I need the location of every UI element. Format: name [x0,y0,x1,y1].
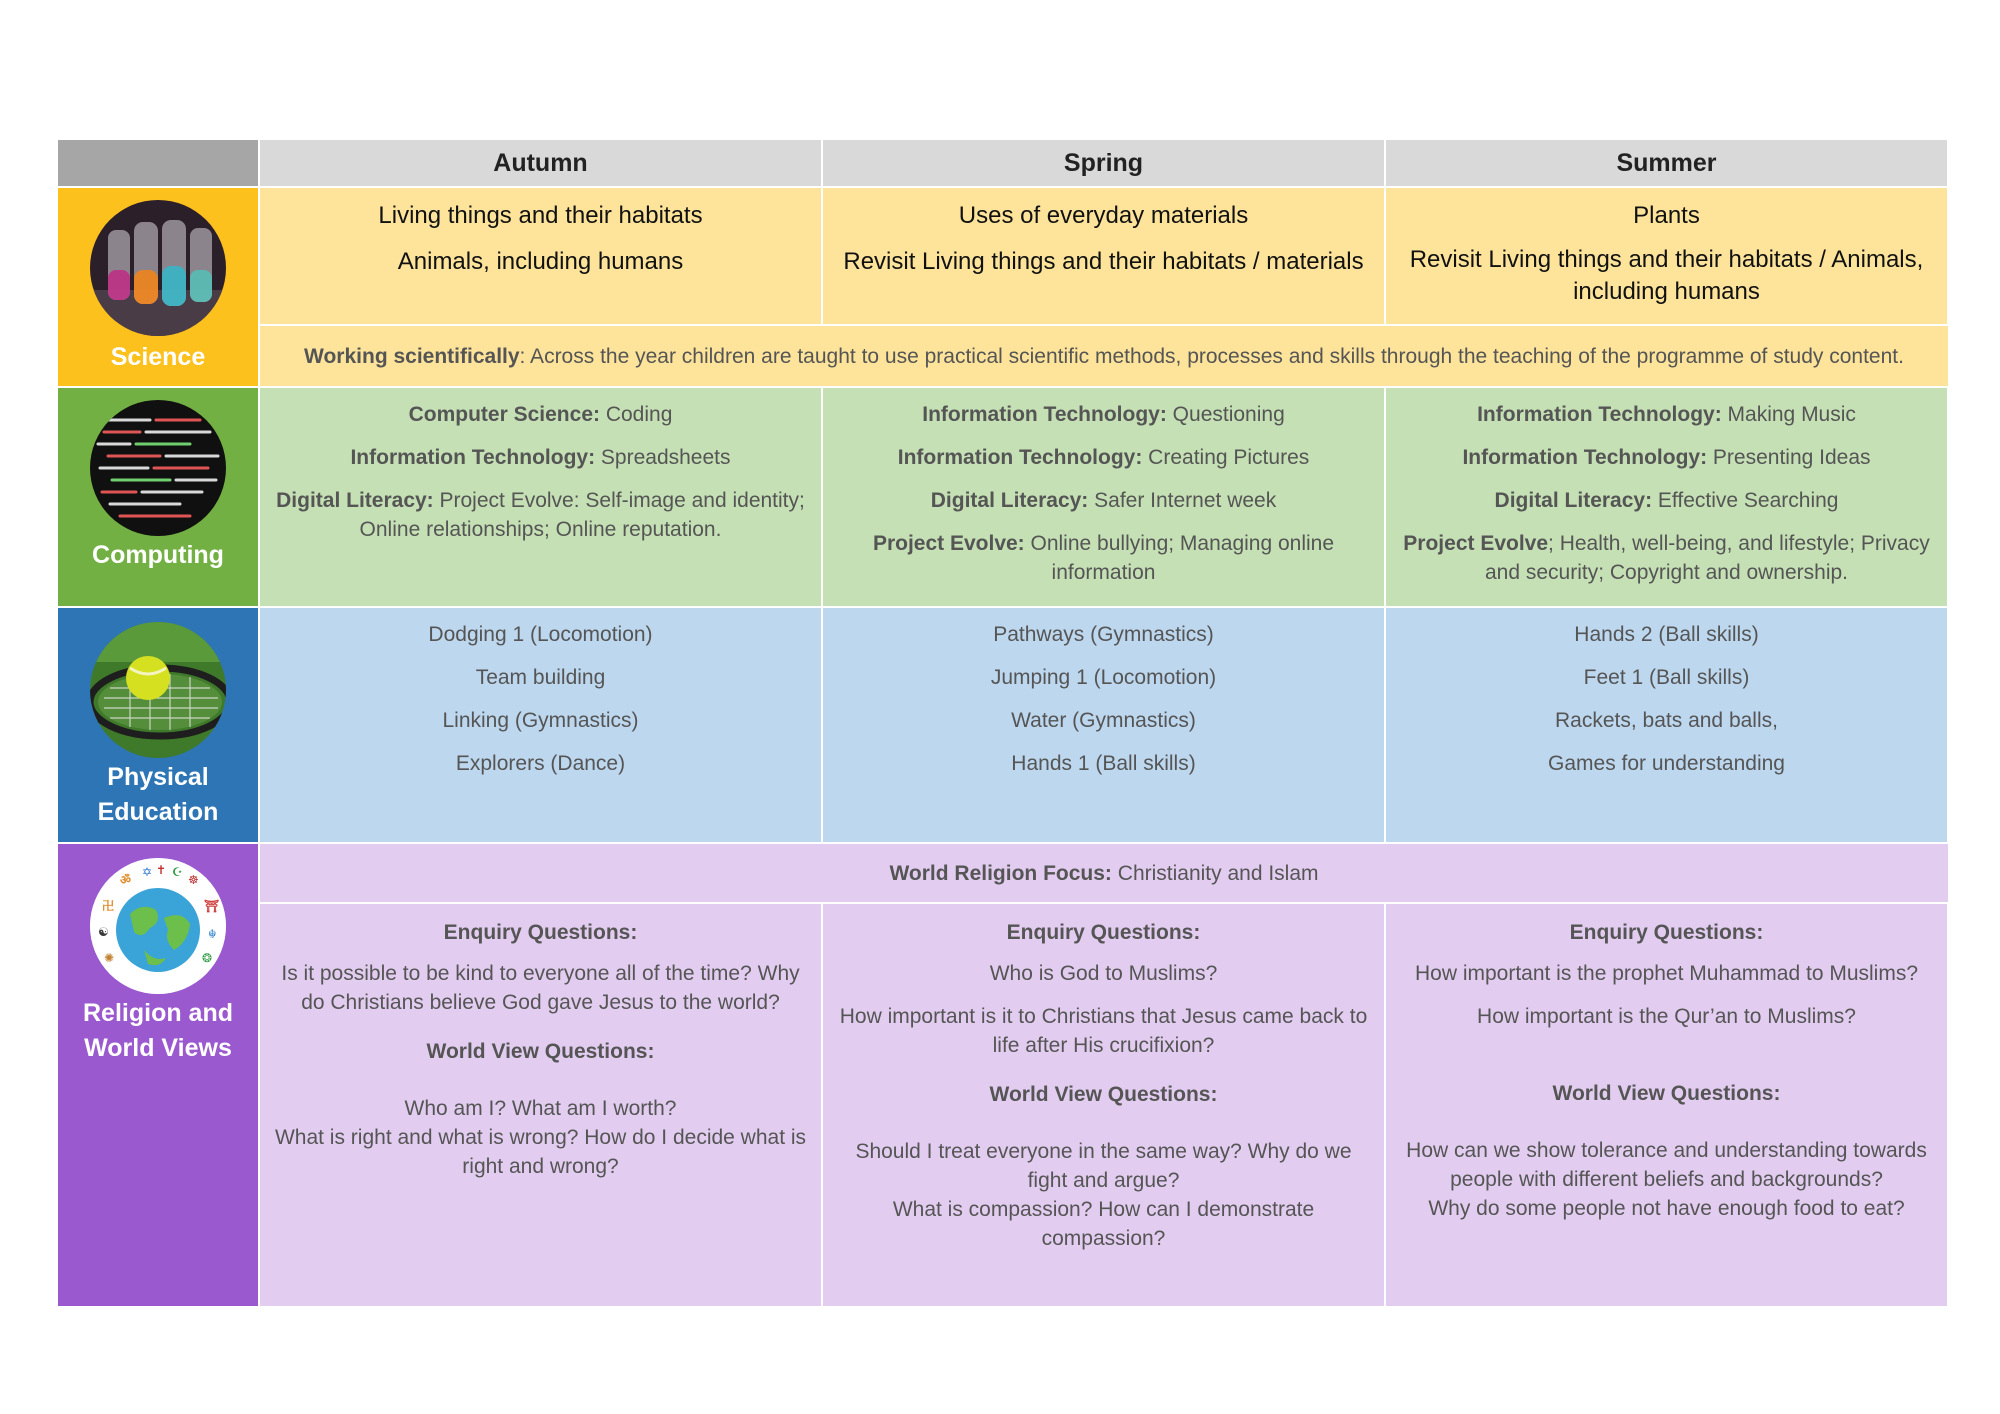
item-key: Digital Literacy: [276,489,434,512]
pe-spring-item: Hands 1 (Ball skills) [1011,752,1196,775]
re-spring [821,904,1384,1306]
computing-spring-item [833,529,1374,587]
pe-spring-item: Water (Gymnastics) [1011,709,1196,732]
computing-spring [821,388,1384,606]
enquiry-label: Enquiry Questions: [443,921,638,944]
header-autumn: Autumn [258,140,821,186]
item-key: Project Evolve: [872,532,1025,555]
pe-spring [821,608,1384,842]
science-spring [821,188,1384,324]
worldview-label: World View Questions: [1552,1082,1781,1105]
svg-text:☬: ☬ [208,927,217,941]
header-row [58,140,1948,186]
science-summer-item: Revisit Living things and their habitats / Animals, including humans [1409,246,1924,305]
science-autumn-item: Living things and their habitats [378,202,703,229]
pe-side [58,608,258,842]
item-key: Project Evolve [1403,532,1549,555]
computing-autumn-item [270,400,811,429]
re-summer-enquiry: How important is the prophet Muhammad to Muslims? [1414,962,1919,985]
re-autumn-enquiry: Is it possible to be kind to everyone all of the time? Why do Christians believe God gave Jesus to the world? [281,962,800,1014]
world-religion-focus [260,844,1948,902]
computing-autumn-item [270,486,811,544]
pe-autumn [258,608,821,842]
re-row [58,842,1948,1306]
item-value: ; Health, well-being, and lifestyle; Privacy and security; Copyright and ownership. [1484,532,1930,584]
enquiry-label: Enquiry Questions: [1006,921,1201,944]
science-side [58,188,258,386]
re-label [58,996,258,1066]
science-content [258,188,1948,386]
test-tubes-icon [90,200,226,336]
item-value: Project Evolve: Self-image and identity; Online relationships; Online reputation. [359,489,805,541]
re-label-line2: World Views [84,1034,232,1062]
computing-row [58,386,1948,606]
item-key: Information Technology: [1477,403,1722,426]
item-value: Creating Pictures [1142,446,1310,469]
re-spring-enquiry: How important is it to Christians that Jesus came back to life after His crucifixion? [839,1005,1368,1057]
working-scientifically-label: Working scientifically [304,344,520,368]
svg-text:⛩: ⛩ [204,899,220,913]
world-religions-globe-icon [90,858,226,994]
re-summer [1384,904,1947,1306]
pe-label-line2: Education [97,798,219,826]
re-autumn-worldview: What is right and what is wrong? How do I decide what is right and wrong? [274,1126,807,1178]
item-value: Presenting Ideas [1707,446,1871,469]
svg-text:✺: ✺ [104,951,115,965]
re-autumn [258,904,821,1306]
svg-text:☪: ☪ [172,865,183,879]
science-spring-item: Revisit Living things and their habitats / materials [843,248,1364,275]
item-key: Computer Science: [408,403,600,426]
computing-label: Computing [92,541,224,569]
item-key: Information Technology: [897,446,1143,469]
svg-text:✝: ✝ [156,863,167,877]
pe-row [58,606,1948,842]
science-autumn-item: Animals, including humans [397,248,684,275]
worldview-label: World View Questions: [426,1040,655,1063]
computing-autumn [258,388,821,606]
computing-spring-item [833,486,1374,515]
re-summer-worldview: Why do some people not have enough food to eat? [1428,1197,1905,1220]
pe-label [58,760,258,830]
header-summer: Summer [1384,140,1947,186]
computing-summer-item [1396,400,1937,429]
pe-spring-item: Jumping 1 (Locomotion) [990,666,1217,689]
item-key: Information Technology: [1462,446,1708,469]
item-value: Questioning [1166,403,1285,426]
item-value: Online bullying; Managing online information [1024,532,1335,584]
pe-summer [1384,608,1947,842]
curriculum-table [58,140,1948,1306]
computing-summer-item [1396,529,1937,587]
code-screen-icon [90,400,226,536]
computing-summer [1384,388,1947,606]
svg-text:☸: ☸ [188,873,199,887]
pe-autumn-item: Linking (Gymnastics) [442,709,639,732]
re-label-line1: Religion and [83,999,233,1027]
working-scientifically-text: : Across the year children are taught to use practical scientific methods, processes and skills through the teaching of the programme of study content. [519,344,1904,368]
focus-value: Christianity and Islam [1111,861,1319,885]
header-corner [58,140,258,186]
science-autumn [258,188,821,324]
svg-text:✡: ✡ [142,865,153,879]
science-spring-item: Uses of everyday materials [958,202,1249,229]
re-spring-enquiry: Who is God to Muslims? [989,962,1218,985]
pe-label-line1: Physical [107,763,209,791]
computing-spring-item [833,443,1374,472]
pe-summer-item: Feet 1 (Ball skills) [1583,666,1750,689]
item-key: Information Technology: [922,403,1167,426]
header-spring: Spring [821,140,1384,186]
item-key: Information Technology: [350,446,596,469]
computing-summer-item [1396,486,1937,515]
item-value: Making Music [1721,403,1856,426]
science-summer-item: Plants [1633,202,1700,229]
pe-summer-item: Games for understanding [1548,752,1785,775]
computing-autumn-item [270,443,811,472]
re-content [258,844,1948,1306]
re-summer-worldview: How can we show tolerance and understanding towards people with different beliefs and backgrounds? [1406,1139,1927,1191]
item-key: Digital Literacy: [1494,489,1653,512]
pe-autumn-item: Dodging 1 (Locomotion) [428,623,653,646]
computing-side [58,388,258,606]
svg-text:ॐ: ॐ [120,873,131,887]
re-autumn-worldview: Who am I? What am I worth? [404,1097,677,1120]
svg-text:❂: ❂ [202,951,213,965]
item-value: Effective Searching [1652,489,1839,512]
computing-summer-item [1396,443,1937,472]
svg-text:卍: 卍 [102,899,115,913]
computing-spring-item [833,400,1374,429]
science-summer [1384,188,1947,324]
item-value: Spreadsheets [595,446,731,469]
tennis-ball-racket-icon [90,622,226,758]
re-summer-enquiry: How important is the Qur’an to Muslims? [1477,1005,1856,1028]
science-row [58,186,1948,386]
pe-autumn-item: Team building [475,666,606,689]
pe-autumn-item: Explorers (Dance) [455,752,626,775]
item-key: Digital Literacy: [930,489,1089,512]
enquiry-label: Enquiry Questions: [1569,921,1764,944]
item-value: Safer Internet week [1088,489,1277,512]
pe-spring-item: Pathways (Gymnastics) [993,623,1214,646]
item-value: Coding [600,403,673,426]
focus-label: World Religion Focus: [889,861,1112,885]
working-scientifically [260,324,1948,386]
re-spring-worldview: Should I treat everyone in the same way? Why do we fight and argue? [855,1140,1352,1192]
science-label: Science [110,343,206,371]
svg-text:☯: ☯ [98,925,109,939]
pe-summer-item: Rackets, bats and balls, [1555,709,1778,732]
re-side [58,844,258,1306]
re-spring-worldview: What is compassion? How can I demonstrate compassion? [892,1198,1315,1250]
worldview-label: World View Questions: [989,1083,1218,1106]
pe-summer-item: Hands 2 (Ball skills) [1574,623,1759,646]
